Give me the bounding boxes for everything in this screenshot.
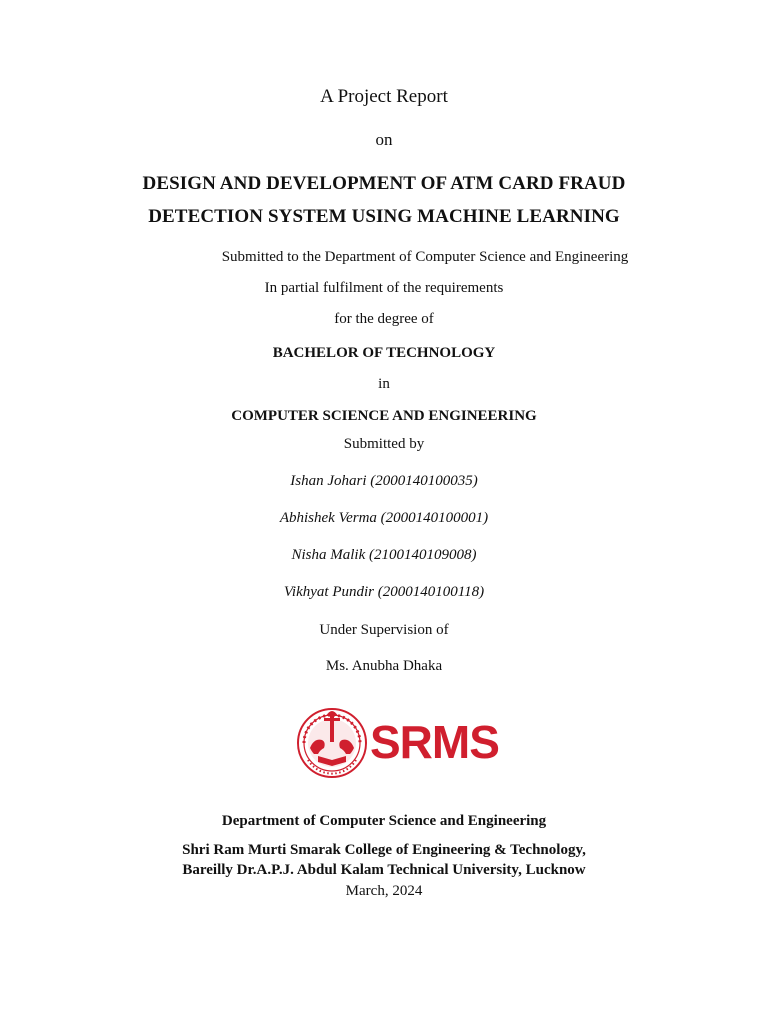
department-name: Department of Computer Science and Engineering [221,813,547,829]
project-title-line-1: DESIGN AND DEVELOPMENT OF ATM CARD FRAUD [142,173,626,194]
srms-logo-text: SRMS [370,716,499,768]
report-type: A Project Report [320,86,448,107]
student-3: Nisha Malik (2100140109008) [291,547,477,563]
supervision-label: Under Supervision of [319,622,449,638]
submitted-to: Submitted to the Department of Computer Science and Engineering [221,249,629,265]
branch-name: COMPUTER SCIENCE AND ENGINEERING [231,408,537,424]
for-degree: for the degree of [334,311,434,327]
srms-logo [296,704,510,782]
on-label: on [375,130,393,149]
degree-name: BACHELOR OF TECHNOLOGY [272,345,496,361]
partial-fulfilment: In partial fulfilment of the requirements [264,280,504,296]
project-title-line-2: DETECTION SYSTEM USING MACHINE LEARNING [148,206,620,227]
student-1: Ishan Johari (2000140100035) [290,473,478,489]
college-name: Shri Ram Murti Smarak College of Engineering & Technology, [182,842,586,858]
student-2: Abhishek Verma (2000140100001) [279,510,489,526]
university-name: Bareilly Dr.A.P.J. Abdul Kalam Technical University, Lucknow [182,862,586,878]
in-label: in [378,376,390,392]
supervisor-name: Ms. Anubha Dhaka [325,658,443,674]
report-date: March, 2024 [345,883,423,899]
student-4: Vikhyat Pundir (2000140100118) [283,584,485,600]
submitted-by-label: Submitted by [343,436,425,452]
